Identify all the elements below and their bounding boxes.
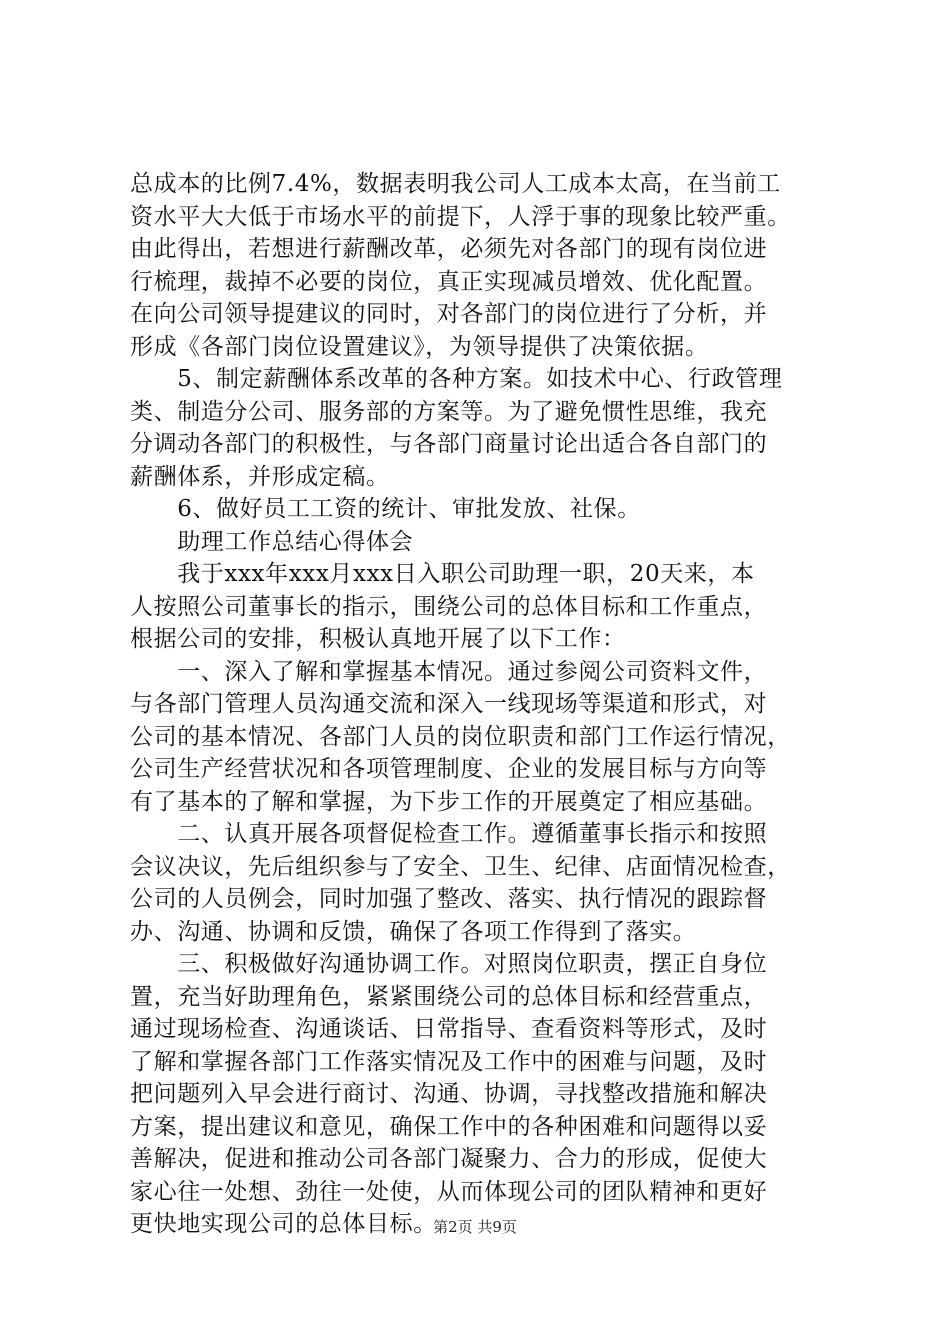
text-line: 会议决议，先后组织参与了安全、卫生、纪律、店面情况检查， <box>130 853 791 880</box>
text-line: 公司生产经营状况和各项管理制度、企业的发展目标与方向等 <box>130 756 768 782</box>
text-line: 我于xxx年xxx月xxx日入职公司助理一职，20天来，本 <box>130 561 755 587</box>
text-line: 在向公司领导提建议的同时，对各部门的岗位进行了分析，并 <box>130 301 768 327</box>
text-line: 公司的人员例会，同时加强了整改、落实、执行情况的跟踪督 <box>130 886 768 912</box>
text-line: 了解和掌握各部门工作落实情况及工作中的困难与问题，及时 <box>130 1048 768 1075</box>
text-line: 类、制造分公司、服务部的方案等。为了避免惯性思维，我充 <box>130 398 768 425</box>
section-heading: 助理工作总结心得体会 <box>130 528 414 555</box>
text-line: 根据公司的安排，积极认真地开展了以下工作： <box>130 626 626 652</box>
text-line: 与各部门管理人员沟通交流和深入一线现场等渠道和形式，对 <box>130 691 768 717</box>
page-number: 第2页 共9页 <box>433 1218 517 1236</box>
text-line: 总成本的比例7.4%，数据表明我公司人工成本太高，在当前工 <box>130 171 781 197</box>
text-line: 通过现场检查、沟通谈话、日常指导、查看资料等形式，及时 <box>130 1016 768 1042</box>
page-footer <box>0 1216 950 1237</box>
text-line: 置，充当好助理角色，紧紧围绕公司的总体目标和经营重点， <box>130 983 768 1010</box>
text-line: 薪酬体系，并形成定稿。 <box>130 463 390 490</box>
text-line: 人按照公司董事长的指示，围绕公司的总体目标和工作重点， <box>130 593 768 620</box>
text-line: 有了基本的了解和掌握，为下步工作的开展奠定了相应基础。 <box>130 788 768 815</box>
text-line: 行梳理，裁掉不必要的岗位，真正实现减员增效、优化配置。 <box>130 268 768 295</box>
text-line: 资水平大大低于市场水平的前提下，人浮于事的现象比较严重。 <box>130 203 791 230</box>
text-line: 三、积极做好沟通协调工作。对照岗位职责，摆正自身位 <box>130 951 768 977</box>
text-line: 善解决，促进和推动公司各部门凝聚力、合力的形成，促使大 <box>130 1146 768 1172</box>
text-line: 由此得出，若想进行薪酬改革，必须先对各部门的现有岗位进 <box>130 236 768 262</box>
text-line: 更快地实现公司的总体目标。 <box>130 1211 437 1237</box>
text-line: 把问题列入早会进行商讨、沟通、协调，寻找整改措施和解决 <box>130 1081 768 1107</box>
text-line: 6、做好员工工资的统计、审批发放、社保。 <box>130 496 641 522</box>
text-line: 公司的基本情况、各部门人员的岗位职责和部门工作运行情况， <box>130 723 791 750</box>
text-line: 分调动各部门的积极性，与各部门商量讨论出适合各自部门的 <box>130 431 768 457</box>
document-body <box>130 168 830 1241</box>
text-line: 一、深入了解和掌握基本情况。通过参阅公司资料文件， <box>130 658 768 685</box>
text-line: 二、认真开展各项督促检查工作。遵循董事长指示和按照 <box>130 821 768 847</box>
text-line: 方案，提出建议和意见，确保工作中的各种困难和问题得以妥 <box>130 1113 768 1140</box>
text-line: 形成《各部门岗位设置建议》，为领导提供了决策依据。 <box>130 333 709 360</box>
text-line: 办、沟通、协调和反馈，确保了各项工作得到了落实。 <box>130 918 697 945</box>
text-line: 家心往一处想、劲往一处使，从而体现公司的团队精神和更好 <box>130 1178 768 1205</box>
text-line: 5、制定薪酬体系改革的各种方案。如技术中心、行政管理 <box>130 366 783 392</box>
